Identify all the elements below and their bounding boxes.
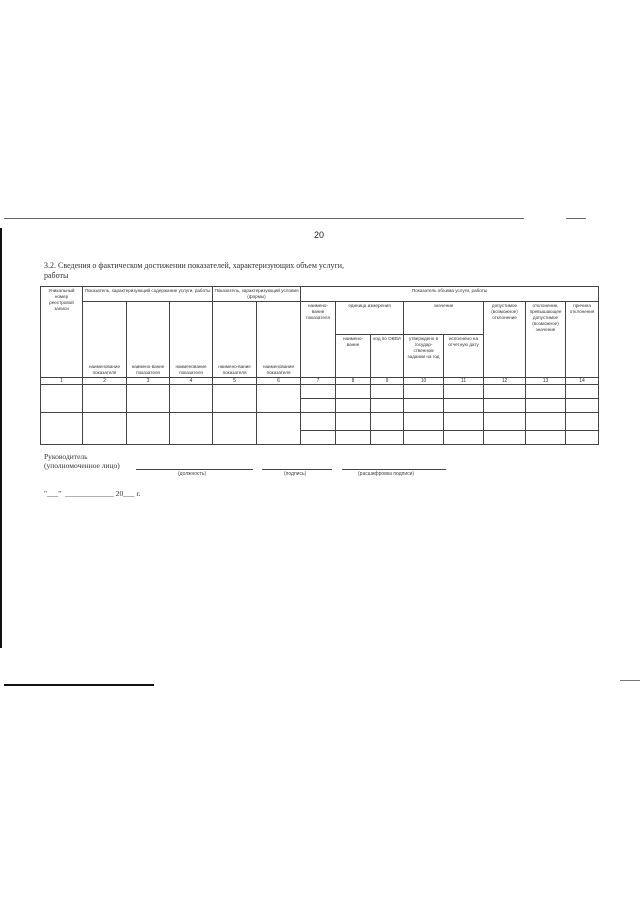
- table-cell[interactable]: [257, 413, 301, 445]
- col-num-3: 3: [127, 378, 170, 385]
- header-volume: Показатель объема услуги, работы: [301, 287, 599, 302]
- col-num-10: 10: [404, 378, 444, 385]
- table-cell[interactable]: [257, 385, 301, 413]
- table-cell[interactable]: [566, 399, 599, 413]
- condition-name-2: наименование показателя: [257, 302, 301, 378]
- table-cell[interactable]: [336, 413, 371, 431]
- table-cell[interactable]: [371, 431, 404, 445]
- condition-name-1: наимено-вание показателя: [213, 302, 257, 378]
- report-table: [40, 286, 599, 445]
- col-num-12: 12: [484, 378, 526, 385]
- table-cell[interactable]: [484, 385, 526, 399]
- table-cell[interactable]: [336, 431, 371, 445]
- header-row-1: [41, 287, 599, 302]
- header-deviation-reason: причина отклонения: [566, 302, 599, 378]
- caption-name: (расшифровка подписи): [358, 471, 415, 477]
- scan-edge-top-right: [566, 218, 586, 219]
- section-heading: [44, 261, 464, 281]
- col-num-13: 13: [526, 378, 566, 385]
- header-unit: единица измерения: [336, 302, 404, 335]
- table-cell[interactable]: [444, 399, 484, 413]
- header-allowed-deviation: допустимое (возможное) отклонение: [484, 302, 526, 378]
- col-num-5: 5: [213, 378, 257, 385]
- table-cell[interactable]: [301, 413, 336, 431]
- table-cell[interactable]: [526, 399, 566, 413]
- col-num-14: 14: [566, 378, 599, 385]
- col-num-11: 11: [444, 378, 484, 385]
- content-name-3: наименование показателя: [170, 302, 213, 378]
- table-cell[interactable]: [127, 413, 170, 445]
- table-cell[interactable]: [566, 431, 599, 445]
- table-cell[interactable]: [484, 399, 526, 413]
- table-cell[interactable]: [526, 385, 566, 399]
- table-cell[interactable]: [170, 413, 213, 445]
- signature-label: Руководитель: [44, 452, 88, 461]
- scan-edge-bottom: [4, 684, 154, 686]
- caption-position: (должность): [178, 471, 207, 477]
- content-name-1: наименование показателя: [83, 302, 127, 378]
- table-cell[interactable]: [484, 431, 526, 445]
- header-deviation-exceeding: отклонение, превышающее допустимое (возможное) значение: [526, 302, 566, 378]
- value-approved: утверждено в государ-ственном задании на год: [404, 335, 444, 378]
- col-num-8: 8: [336, 378, 371, 385]
- scan-edge-top: [4, 218, 524, 219]
- signature-block: [44, 452, 120, 470]
- table-cell[interactable]: [336, 385, 371, 399]
- date-line: "___" _____________ 20___ г.: [44, 489, 141, 498]
- col-num-2: 2: [83, 378, 127, 385]
- table-cell[interactable]: [127, 385, 170, 413]
- table-cell[interactable]: [404, 399, 444, 413]
- table-cell[interactable]: [83, 385, 127, 413]
- caption-signature: (подпись): [284, 471, 307, 477]
- header-conditions: Показатель, характеризующий условия (формы): [213, 287, 301, 302]
- table-cell[interactable]: [170, 385, 213, 413]
- table-cell[interactable]: [444, 385, 484, 399]
- table-cell[interactable]: [566, 385, 599, 399]
- table-cell[interactable]: [371, 413, 404, 431]
- table-cell[interactable]: [41, 413, 83, 445]
- table-cell[interactable]: [301, 399, 336, 413]
- table-row: [41, 385, 599, 399]
- table-cell[interactable]: [41, 385, 83, 413]
- column-number-row: [41, 378, 599, 385]
- scan-edge-bottom-right: [620, 680, 640, 681]
- unit-okei-code: код по ОКЕИ: [371, 335, 404, 378]
- table-cell[interactable]: [484, 413, 526, 431]
- header-row-2: [41, 302, 599, 335]
- col-num-9: 9: [371, 378, 404, 385]
- table-cell[interactable]: [444, 413, 484, 431]
- table-cell[interactable]: [301, 431, 336, 445]
- page-number: 20: [314, 230, 325, 240]
- table-cell[interactable]: [213, 413, 257, 445]
- table-cell[interactable]: [404, 385, 444, 399]
- unit-name: наимено-вание: [336, 335, 371, 378]
- header-indicator-name: наимено-вание показателя: [301, 302, 336, 378]
- heading-line-1: 3.2. Сведения о фактическом достижении показателей, характеризующих объем услуги,: [44, 261, 345, 270]
- content-name-2: наимено-вание показателя: [127, 302, 170, 378]
- position-line[interactable]: [136, 469, 253, 470]
- table-cell[interactable]: [301, 385, 336, 399]
- table-cell[interactable]: [83, 413, 127, 445]
- header-content: Показатель, характеризующий содержание услуги, работы: [83, 287, 213, 302]
- scan-edge-left: [0, 228, 2, 648]
- table-cell[interactable]: [371, 385, 404, 399]
- col-num-6: 6: [257, 378, 301, 385]
- table-cell[interactable]: [371, 399, 404, 413]
- value-executed: исполнено на отчетную дату: [444, 335, 484, 378]
- heading-line-2: работы: [44, 271, 69, 280]
- table-cell[interactable]: [404, 431, 444, 445]
- header-value: значение: [404, 302, 484, 335]
- col-num-1: 1: [41, 378, 83, 385]
- table-cell[interactable]: [336, 399, 371, 413]
- table-row: [41, 413, 599, 431]
- name-line[interactable]: [342, 469, 446, 470]
- signature-sublabel: (уполномоченное лицо): [44, 461, 120, 470]
- table-cell[interactable]: [404, 413, 444, 431]
- header-unique-number: Уникальный номер реестровой записи: [41, 287, 83, 378]
- table-cell[interactable]: [526, 413, 566, 431]
- table-cell[interactable]: [213, 385, 257, 413]
- table-cell[interactable]: [526, 431, 566, 445]
- table-cell[interactable]: [444, 431, 484, 445]
- col-num-7: 7: [301, 378, 336, 385]
- signature-line[interactable]: [262, 469, 332, 470]
- table-cell[interactable]: [566, 413, 599, 431]
- col-num-4: 4: [170, 378, 213, 385]
